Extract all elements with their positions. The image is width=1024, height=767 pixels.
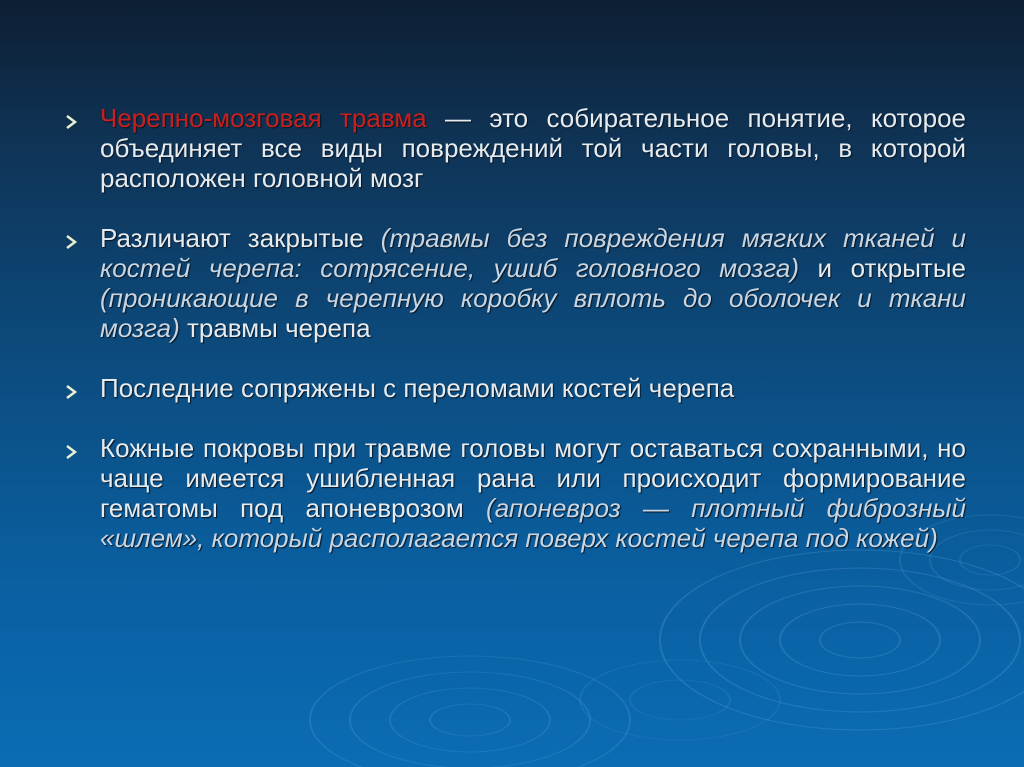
italic-note: (травмы без повреждения мягких тканей и костей черепа: сотрясение, ушиб головного мозга) — [100, 223, 967, 283]
bullet-list — [60, 103, 966, 553]
list-item — [60, 373, 966, 403]
bullet-text: Последние сопряжены с переломами костей черепа — [100, 373, 735, 403]
chevron-right-icon — [64, 445, 78, 459]
text-part: травмы черепа — [179, 313, 371, 343]
bullet-text — [100, 433, 966, 553]
chevron-right-icon — [64, 385, 78, 399]
list-item — [60, 433, 966, 553]
chevron-right-icon — [64, 115, 78, 129]
text-part: и открытые — [798, 253, 966, 283]
italic-note: (апоневроз — плотный фиброзный «шлем», который располагается поверх костей черепа под кожей) — [100, 493, 966, 553]
bullet-text — [100, 223, 966, 343]
definition-text: — это собирательное понятие, которое объединяет все виды повреждений той части головы, в которой расположен головной мозг — [100, 103, 966, 193]
bullet-text — [100, 103, 966, 193]
text-part: Кожные покровы при травме головы могут оставаться сохранными, но чаще имеется ушибленная рана или происходит формирование гематомы под апоневрозом — [100, 433, 966, 523]
text-part: Различают закрытые — [100, 223, 381, 253]
term-highlight: Черепно-мозговая травма — [100, 103, 427, 133]
list-item — [60, 223, 966, 343]
list-item — [60, 103, 966, 193]
chevron-right-icon — [64, 235, 78, 249]
italic-note: (проникающие в черепную коробку вплоть до оболочек и ткани мозга) — [100, 283, 966, 343]
